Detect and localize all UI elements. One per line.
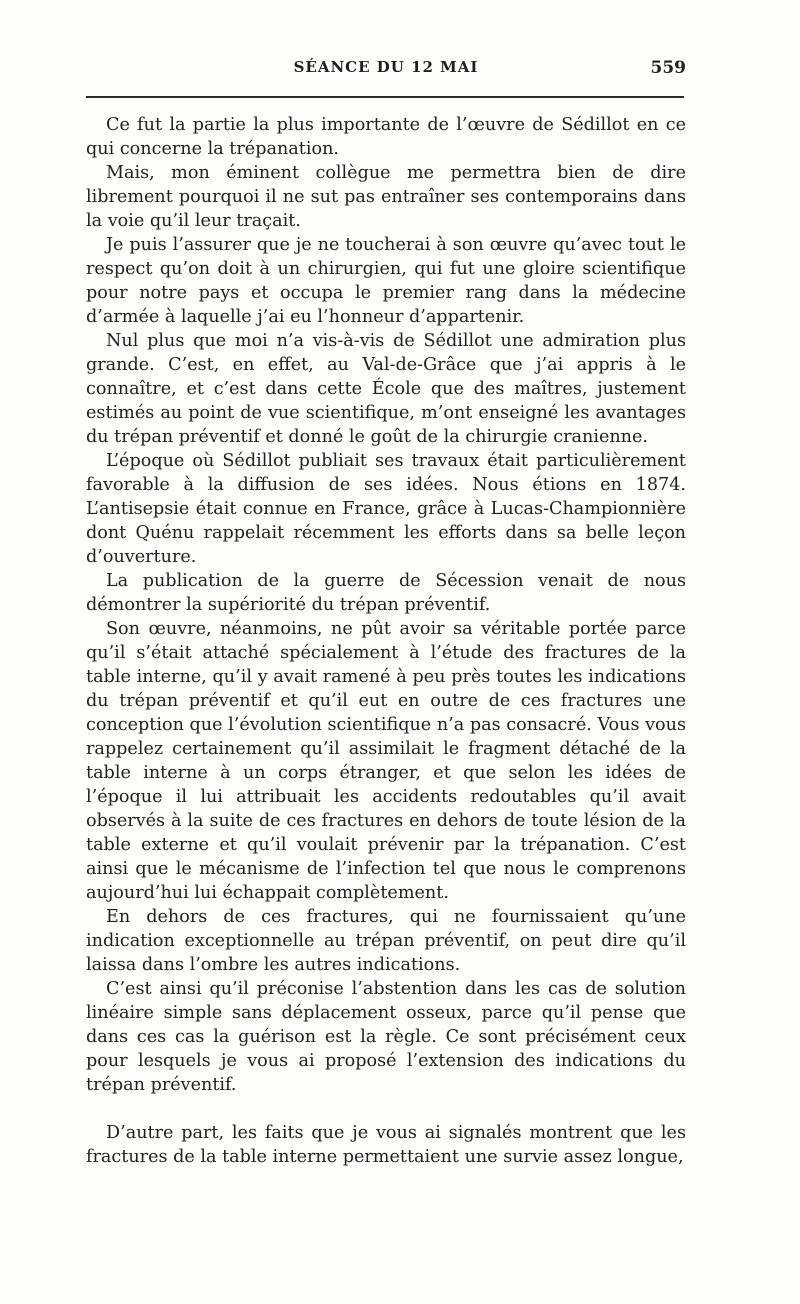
header-rule bbox=[86, 96, 684, 98]
paragraph: La publication de la guerre de Sécession venait de nous démontrer la supériorité du trépan préventif. bbox=[86, 571, 686, 615]
paragraph: Nul plus que moi n’a vis-à-vis de Sédillot une admiration plus grande. C’est, en effet, au Val-de-Grâce que j’ai appris à le connaître, et c’est dans cette École que des maîtres, justement estimés au point de vue scientifique, m’ont enseigné les avantages du trépan préventif et donné le goût de la chirurgie cranienne. bbox=[86, 331, 686, 447]
paragraph: L’époque où Sédillot publiait ses travaux était particulièrement favorable à la diffusion de ses idées. Nous étions en 1874. L’antisepsie était connue en France, grâce à Lucas-Championnière dont Quénu rappelait récemment les efforts dans sa belle leçon d’ouverture. bbox=[86, 451, 686, 567]
running-head bbox=[86, 58, 686, 84]
paragraph: Mais, mon éminent collègue me permettra bien de dire librement pourquoi il ne sut pas entraîner ses contemporains dans la voie qu’il leur traçait. bbox=[86, 163, 686, 231]
paragraph: Je puis l’assurer que je ne toucherai à son œuvre qu’avec tout le respect qu’on doit à un chirurgien, qui fut une gloire scientifique pour notre pays et occupa le premier rang dans la médecine d’armée à laquelle j’ai eu l’honneur d’appartenir. bbox=[86, 235, 686, 327]
paragraph: D’autre part, les faits que je vous ai signalés montrent que les fractures de la table interne permettaient une survie assez longue, bbox=[86, 1123, 686, 1167]
page-number: 559 bbox=[650, 58, 686, 78]
paragraph: Ce fut la partie la plus importante de l’œuvre de Sédillot en ce qui concerne la trépanation. bbox=[86, 115, 686, 159]
paragraph: En dehors de ces fractures, qui ne fournissaient qu’une indication exceptionnelle au trépan préventif, on peut dire qu’il laissa dans l’ombre les autres indications. bbox=[86, 907, 686, 975]
body-text bbox=[86, 113, 686, 1169]
paragraph: Son œuvre, néanmoins, ne pût avoir sa véritable portée parce qu’il s’était attaché spécialement à l’étude des fractures de la table interne, qu’il y avait ramené à peu près toutes les indications du trépan préventif et qu’il eut en outre de ces fractures une conception que l’évolution scientifique n’a pas consacré. Vous vous rappelez certainement qu’il assimilait le fragment détaché de la table interne à un corps étranger, et que selon les idées de l’époque il lui attribuait les accidents redoutables qu’il avait observés à la suite de ces fractures en dehors de toute lésion de la table externe et qu’il voulait prévenir par la trépanation. C’est ainsi que le mécanisme de l’infection tel que nous le comprenons aujourd’hui lui échappait complètement. bbox=[86, 619, 686, 903]
paragraph: C’est ainsi qu’il préconise l’abstention dans les cas de solution linéaire simple sans déplacement osseux, parce qu’il pense que dans ces cas la guérison est la règle. Ce sont précisément ceux pour lesquels je vous ai proposé l’extension des indications du trépan préventif. bbox=[86, 979, 686, 1095]
running-title: SÉANCE DU 12 MAI bbox=[293, 58, 479, 76]
